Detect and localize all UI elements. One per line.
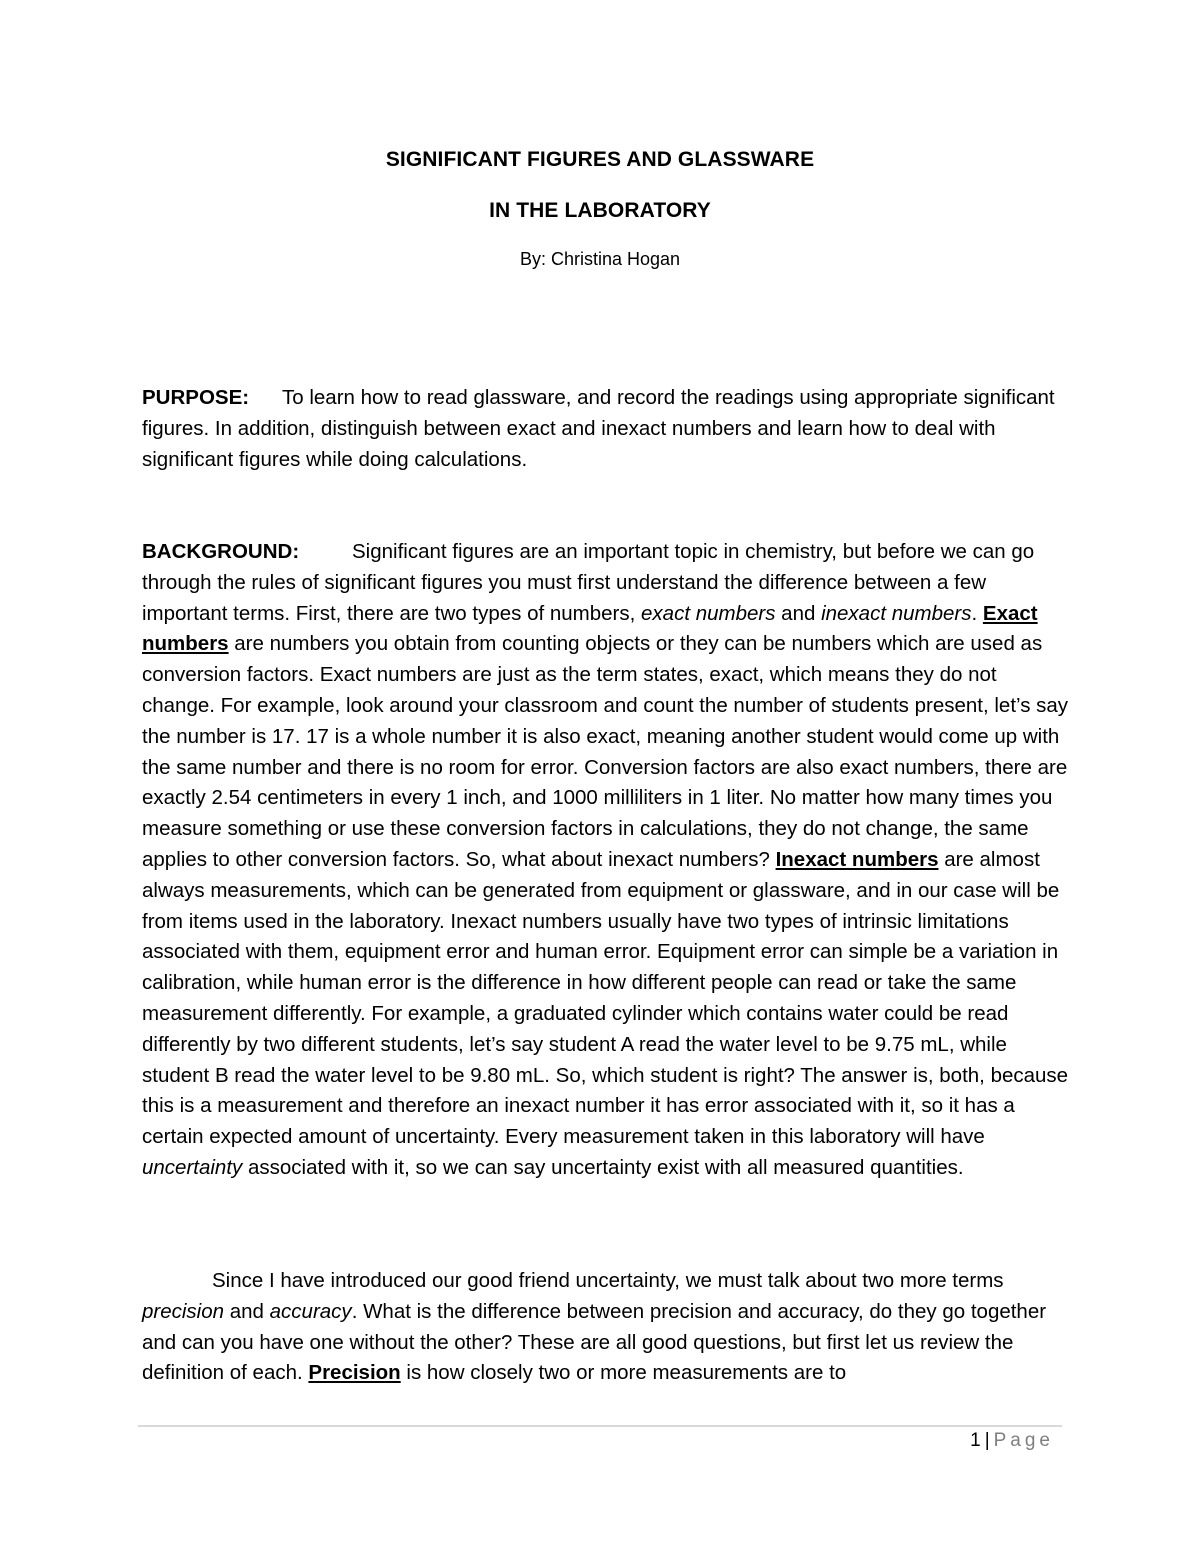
term-exact-numbers-italic: exact numbers	[641, 601, 776, 625]
period-1: .	[971, 601, 983, 625]
page-word: Page	[993, 1430, 1054, 1451]
term-accuracy-italic: accuracy	[269, 1299, 352, 1323]
term-inexact-numbers-italic: inexact numbers	[821, 601, 972, 625]
title-line-2: IN THE LABORATORY	[489, 199, 711, 222]
author-byline: By: Christina Hogan	[519, 249, 681, 269]
footer-divider	[138, 1425, 1062, 1427]
title-line-1: SIGNIFICANT FIGURES AND GLASSWARE	[385, 148, 815, 171]
background-text-2: are numbers you obtain from counting objects or they can be numbers which are used as conversion factors. Exact numbers are just as the term states, exact, which means they do not change. For example, look around your classroom and count the number of students present, let’s say the number is 17. 17 is a whole number it is also exact, meaning another student would come up with the same number and there is no room for error. Conversion factors are also exact numbers, there are exactly 2.54 centimeters in every 1 inch, and 1000 milliliters in 1 liter. No matter how many times you measure something or use these conversion factors in calculations, they do not change, the same applies to other conversion factors. So, what about inexact numbers?	[142, 632, 1069, 871]
precision-accuracy-paragraph	[142, 1266, 1070, 1389]
background-label: BACKGROUND:	[142, 540, 300, 563]
background-paragraph	[142, 537, 1070, 1184]
background-text-3: are almost always measurements, which can be generated from equipment or glassware, and in our case will be from items used in the laboratory. Inexact numbers usually have two types of intrinsic limitations associated with them, equipment error and human error. Equipment error can simple be a variation in calibration, while human error is the difference in how different people can read or take the same measurement differently. For example, a graduated cylinder which contains water could be read differently by two different students, let’s say student A read the water level to be 9.75 mL, while student B read the water level to be 9.80 mL. So, which student is right? The answer is, both, because this is a measurement and therefore an inexact number it has error associated with it, so it has a certain expected amount of uncertainty. Every measurement taken in this laboratory will have	[142, 847, 1069, 1149]
connector-and: and	[775, 601, 822, 625]
term-precision: Precision	[308, 1361, 401, 1385]
term-exact-numbers: Exact numbers	[142, 601, 1038, 656]
page-footer	[970, 1430, 1054, 1452]
paragraph2-text-2: . What is the difference between precision and accuracy, do they go together and can you have one without the other? These are all good questions, but first let us review the definition of each.	[142, 1299, 1047, 1385]
paragraph2-text-1: Since I have introduced our good friend uncertainty, we must talk about two more terms	[212, 1269, 1004, 1292]
connector-and-2: and	[224, 1299, 270, 1323]
purpose-paragraph	[142, 383, 1070, 475]
background-text-4: associated with it, so we can say uncertainty exist with all measured quantities.	[242, 1155, 964, 1179]
page-number: 1	[970, 1430, 981, 1451]
purpose-label: PURPOSE:	[142, 386, 250, 409]
term-inexact-numbers: Inexact numbers	[775, 847, 939, 871]
term-precision-italic: precision	[142, 1299, 225, 1323]
term-uncertainty-italic: uncertainty	[142, 1155, 243, 1179]
paragraph2-text-3: is how closely two or more measurements are to	[400, 1361, 847, 1385]
purpose-text: To learn how to read glassware, and record the readings using appropriate significant figures. In addition, distinguish between exact and inexact numbers and learn how to deal with significant figures while doing calculations.	[142, 386, 1055, 471]
background-text-1: Significant figures are an important topic in chemistry, but before we can go through the rules of significant figures you must first understand the difference between a few important terms. First, there are two types of numbers,	[142, 540, 1035, 625]
footer-separator: |	[984, 1430, 990, 1451]
